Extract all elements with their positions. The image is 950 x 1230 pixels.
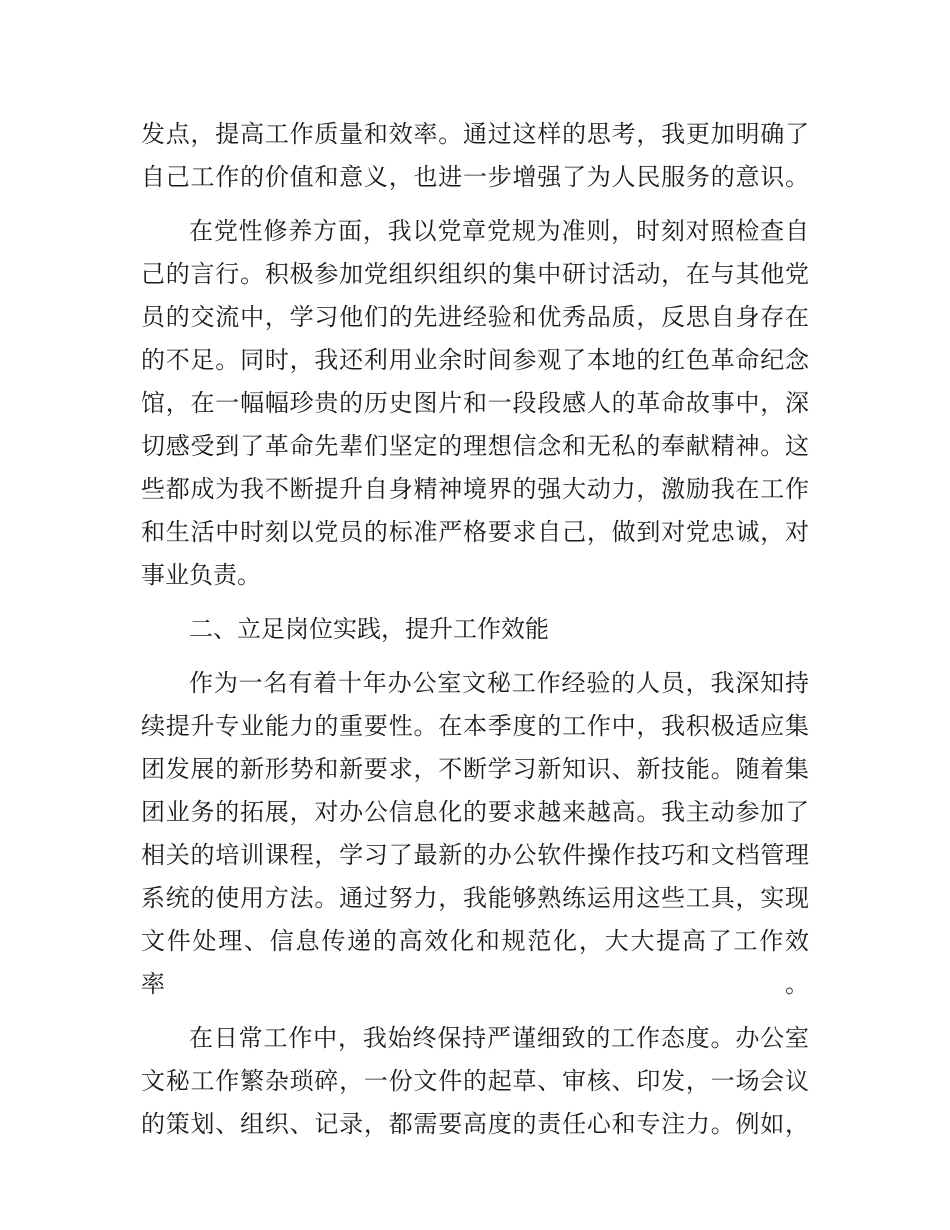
text-line: 员的交流中，学习他们的先进经验和优秀品质，反思自身存在 bbox=[141, 305, 809, 331]
text-line: 馆，在一幅幅珍贵的历史图片和一段段感人的革命故事中，深 bbox=[141, 391, 809, 417]
text-line: 些都成为我不断提升自身精神境界的强大动力，激励我在工作 bbox=[141, 477, 809, 503]
text-line: 在日常工作中，我始终保持严谨细致的工作态度。办公室 bbox=[189, 1026, 809, 1052]
text-line: 作为一名有着十年办公室文秘工作经验的人员，我深知持 bbox=[189, 671, 809, 697]
text-line: 文秘工作繁杂琐碎，一份文件的起草、审核、印发，一场会议 bbox=[141, 1069, 809, 1095]
text-line: 的策划、组织、记录，都需要高度的责任心和专注力。例如， bbox=[141, 1112, 809, 1138]
text-line: 续提升专业能力的重要性。在本季度的工作中，我积极适应集 bbox=[141, 714, 809, 740]
paragraph-continuation bbox=[141, 114, 809, 200]
text-line: 发点，提高工作质量和效率。通过这样的思考，我更加明确了 bbox=[141, 122, 809, 148]
text-line: 自己工作的价值和意义，也进一步增强了为人民服务的意识。 bbox=[141, 165, 809, 191]
paragraph-job-practice bbox=[141, 663, 809, 1007]
text-line: 团业务的拓展，对办公信息化的要求越来越高。我主动参加了 bbox=[141, 800, 809, 826]
section-heading: 二、立足岗位实践，提升工作效能 bbox=[189, 617, 549, 643]
text-line: 的不足。同时，我还利用业余时间参观了本地的红色革命纪念 bbox=[141, 348, 809, 374]
text-line: 相关的培训课程，学习了最新的办公软件操作技巧和文档管理 bbox=[141, 843, 809, 869]
text-line: 系统的使用方法。通过努力，我能够熟练运用这些工具，实现 bbox=[141, 886, 809, 912]
text-line: 切感受到了革命先辈们坚定的理想信念和无私的奉献精神。这 bbox=[141, 434, 809, 460]
text-line: 团发展的新形势和新要求，不断学习新知识、新技能。随着集 bbox=[141, 757, 809, 783]
paragraph-party-spirit bbox=[141, 211, 809, 598]
section-heading-2 bbox=[141, 609, 809, 652]
paragraph-daily-work bbox=[141, 1018, 809, 1147]
text-line: 事业负责。 bbox=[141, 563, 261, 589]
text-line: 己的言行。积极参加党组织组织的集中研讨活动，在与其他党 bbox=[141, 262, 809, 288]
text-line: 和生活中时刻以党员的标准严格要求自己，做到对党忠诚，对 bbox=[141, 520, 809, 546]
text-line: 文件处理、信息传递的高效化和规范化，大大提高了工作效率。 bbox=[141, 929, 809, 998]
text-line: 在党性修养方面，我以党章党规为准则，时刻对照检查自 bbox=[189, 219, 809, 245]
